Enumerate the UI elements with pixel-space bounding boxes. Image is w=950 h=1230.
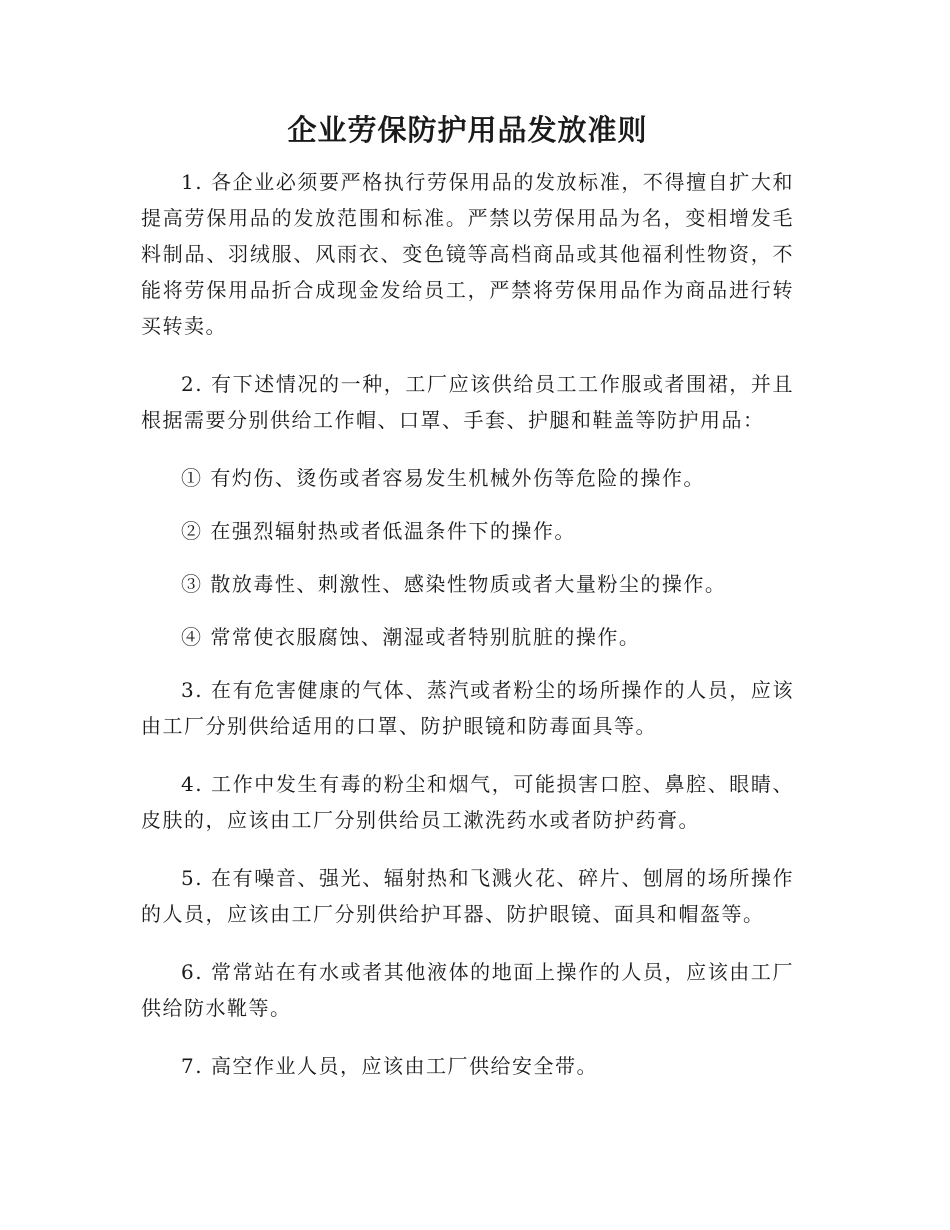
paragraph-2-item-2: ② 在强烈辐射热或者低温条件下的操作。	[181, 519, 576, 543]
paragraph-2-item-4: ④ 常常使衣服腐蚀、潮湿或者特别肮脏的操作。	[181, 625, 641, 649]
paragraph-7: 7. 高空作业人员，应该由工厂供给安全带。	[181, 1054, 598, 1078]
paragraph-2-item-1: ① 有灼伤、烫伤或者容易发生机械外伤等危险的操作。	[181, 466, 705, 490]
paragraph-1: 1. 各企业必须要严格执行劳保用品的发放标准，不得擅自扩大和提高劳保用品的发放范围和标准。严禁以劳保用品为名，变相增发毛料制品、羽绒服、风雨衣、变色镜等高档商品或其他福利性物资，不能将劳保用品折合成现金发给员工，严禁将劳保用品作为商品进行转买转卖。	[141, 170, 794, 338]
document-title: 企业劳保防护用品发放准则	[287, 113, 648, 147]
paragraph-4: 4. 工作中发生有毒的粉尘和烟气，可能损害口腔、鼻腔、眼睛、皮肤的，应该由工厂分别供给员工漱洗药水或者防护药膏。	[141, 772, 794, 832]
paragraph-2-item-3: ③ 散放毒性、刺激性、感染性物质或者大量粉尘的操作。	[181, 572, 727, 596]
paragraph-6: 6. 常常站在有水或者其他液体的地面上操作的人员，应该由工厂供给防水靴等。	[141, 960, 794, 1020]
paragraph-2: 2. 有下述情况的一种，工厂应该供给员工工作服或者围裙，并且根据需要分别供给工作帽、口罩、手套、护腿和鞋盖等防护用品：	[141, 372, 794, 432]
paragraph-3: 3. 在有危害健康的气体、蒸汽或者粉尘的场所操作的人员，应该由工厂分别供给适用的口罩、防护眼镜和防毒面具等。	[141, 678, 794, 738]
paragraph-5: 5. 在有噪音、强光、辐射热和飞溅火花、碎片、刨屑的场所操作的人员，应该由工厂分别供给护耳器、防护眼镜、面具和帽盔等。	[141, 866, 794, 926]
